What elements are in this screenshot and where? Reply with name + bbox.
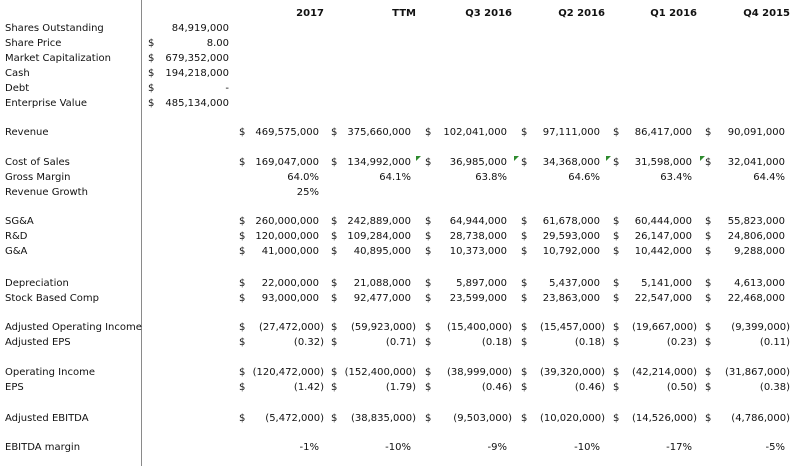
cell-value: (0.11) (759, 337, 790, 348)
dollar-sign: $ (331, 413, 338, 424)
cell-value: 242,889,000 (347, 216, 411, 227)
dollar-sign: $ (148, 68, 155, 79)
dollar-sign: $ (239, 413, 246, 424)
dollar-sign: $ (705, 337, 712, 348)
dollar-sign: $ (425, 382, 432, 393)
dollar-sign: $ (521, 382, 528, 393)
row-label: Cost of Sales (5, 157, 70, 168)
dollar-sign: $ (521, 413, 528, 424)
dollar-sign: $ (613, 337, 620, 348)
cell-value: 120,000,000 (255, 231, 319, 242)
summary-value: - (225, 83, 229, 94)
cell-value: 5,437,000 (549, 278, 600, 289)
cell-value: -10% (385, 442, 411, 453)
summary-label: Cash (5, 68, 30, 79)
dollar-sign: $ (331, 367, 338, 378)
dollar-sign: $ (425, 231, 432, 242)
dollar-sign: $ (148, 38, 155, 49)
row-label: Revenue (5, 127, 49, 138)
dollar-sign: $ (705, 231, 712, 242)
dollar-sign: $ (331, 216, 338, 227)
cell-value: (0.46) (481, 382, 512, 393)
comment-flag-icon (606, 156, 611, 161)
cell-value: (14,526,000) (631, 413, 697, 424)
cell-value: (19,667,000) (631, 322, 697, 333)
cell-value: 55,823,000 (727, 216, 785, 227)
cell-value: (31,867,000) (724, 367, 790, 378)
dollar-sign: $ (425, 413, 432, 424)
dollar-sign: $ (705, 382, 712, 393)
cell-value: 34,368,000 (542, 157, 600, 168)
summary-label: Share Price (5, 38, 62, 49)
cell-value: 169,047,000 (255, 157, 319, 168)
cell-value: (0.23) (666, 337, 697, 348)
dollar-sign: $ (425, 337, 432, 348)
dollar-sign: $ (425, 246, 432, 257)
summary-value: 679,352,000 (165, 53, 229, 64)
comment-flag-icon (514, 156, 519, 161)
column-header: Q4 2015 (743, 8, 790, 19)
dollar-sign: $ (613, 293, 620, 304)
dollar-sign: $ (239, 246, 246, 257)
dollar-sign: $ (148, 53, 155, 64)
cell-value: 64,944,000 (449, 216, 507, 227)
cell-value: 469,575,000 (255, 127, 319, 138)
dollar-sign: $ (613, 367, 620, 378)
dollar-sign: $ (331, 322, 338, 333)
column-header: Q2 2016 (558, 8, 605, 19)
dollar-sign: $ (521, 367, 528, 378)
cell-value: 41,000,000 (261, 246, 319, 257)
cell-value: 5,897,000 (456, 278, 507, 289)
cell-value: (38,999,000) (446, 367, 512, 378)
cell-value: 23,599,000 (449, 293, 507, 304)
summary-label: Debt (5, 83, 30, 94)
cell-value: (27,472,000) (258, 322, 324, 333)
summary-label: Market Capitalization (5, 53, 111, 64)
dollar-sign: $ (331, 293, 338, 304)
dollar-sign: $ (613, 413, 620, 424)
dollar-sign: $ (521, 127, 528, 138)
dollar-sign: $ (521, 337, 528, 348)
row-label: R&D (5, 231, 28, 242)
cell-value: 9,288,000 (734, 246, 785, 257)
cell-value: (120,472,000) (252, 367, 324, 378)
dollar-sign: $ (613, 246, 620, 257)
cell-value: 28,738,000 (449, 231, 507, 242)
dollar-sign: $ (613, 278, 620, 289)
dollar-sign: $ (521, 322, 528, 333)
dollar-sign: $ (148, 83, 155, 94)
dollar-sign: $ (705, 322, 712, 333)
row-label: G&A (5, 246, 28, 257)
cell-value: -1% (299, 442, 319, 453)
cell-value: 86,417,000 (634, 127, 692, 138)
cell-value: (15,457,000) (539, 322, 605, 333)
cell-value: 36,985,000 (449, 157, 507, 168)
dollar-sign: $ (613, 216, 620, 227)
dollar-sign: $ (239, 216, 246, 227)
column-header: 2017 (296, 8, 324, 19)
summary-label: Enterprise Value (5, 98, 88, 109)
dollar-sign: $ (331, 337, 338, 348)
cell-value: 109,284,000 (347, 231, 411, 242)
row-label: EPS (5, 382, 24, 393)
cell-value: (0.18) (574, 337, 605, 348)
column-header: Q1 2016 (650, 8, 697, 19)
cell-value: 64.6% (568, 172, 600, 183)
dollar-sign: $ (613, 231, 620, 242)
dollar-sign: $ (705, 413, 712, 424)
row-label: EBITDA margin (5, 442, 81, 453)
cell-value: (152,400,000) (344, 367, 416, 378)
cell-value: 60,444,000 (634, 216, 692, 227)
row-label: Revenue Growth (5, 187, 88, 198)
cell-value: (0.38) (759, 382, 790, 393)
dollar-sign: $ (613, 322, 620, 333)
row-label: Adjusted EBITDA (5, 413, 89, 424)
dollar-sign: $ (239, 127, 246, 138)
dollar-sign: $ (521, 231, 528, 242)
dollar-sign: $ (425, 278, 432, 289)
dollar-sign: $ (331, 231, 338, 242)
dollar-sign: $ (425, 322, 432, 333)
dollar-sign: $ (613, 127, 620, 138)
cell-value: 93,000,000 (261, 293, 319, 304)
dollar-sign: $ (239, 231, 246, 242)
summary-value: 84,919,000 (171, 23, 229, 34)
cell-value: 64.4% (753, 172, 785, 183)
cell-value: 29,593,000 (542, 231, 600, 242)
row-label: Adjusted EPS (5, 337, 71, 348)
dollar-sign: $ (613, 382, 620, 393)
cell-value: -10% (574, 442, 600, 453)
cell-value: 5,141,000 (641, 278, 692, 289)
row-label: SG&A (5, 216, 34, 227)
comment-flag-icon (416, 156, 421, 161)
cell-value: (0.71) (385, 337, 416, 348)
dollar-sign: $ (521, 293, 528, 304)
cell-value: 40,895,000 (353, 246, 411, 257)
cell-value: 31,598,000 (634, 157, 692, 168)
row-label: Gross Margin (5, 172, 71, 183)
dollar-sign: $ (239, 337, 246, 348)
cell-value: (0.50) (666, 382, 697, 393)
cell-value: (9,503,000) (453, 413, 512, 424)
dollar-sign: $ (239, 367, 246, 378)
dollar-sign: $ (705, 216, 712, 227)
cell-value: 92,477,000 (353, 293, 411, 304)
summary-value: 8.00 (206, 38, 229, 49)
row-label: Adjusted Operating Income (5, 322, 142, 333)
cell-value: 90,091,000 (727, 127, 785, 138)
cell-value: (0.46) (574, 382, 605, 393)
cell-value: 22,000,000 (261, 278, 319, 289)
cell-value: (5,472,000) (265, 413, 324, 424)
comment-flag-icon (700, 156, 705, 161)
dollar-sign: $ (613, 157, 620, 168)
dollar-sign: $ (521, 278, 528, 289)
dollar-sign: $ (239, 293, 246, 304)
cell-value: 61,678,000 (542, 216, 600, 227)
dollar-sign: $ (521, 157, 528, 168)
dollar-sign: $ (331, 157, 338, 168)
cell-value: 97,111,000 (542, 127, 600, 138)
dollar-sign: $ (705, 127, 712, 138)
cell-value: (39,320,000) (539, 367, 605, 378)
dollar-sign: $ (331, 382, 338, 393)
cell-value: (1.42) (293, 382, 324, 393)
column-divider (141, 0, 142, 466)
cell-value: -9% (487, 442, 507, 453)
cell-value: (15,400,000) (446, 322, 512, 333)
dollar-sign: $ (331, 278, 338, 289)
dollar-sign: $ (521, 216, 528, 227)
cell-value: 23,863,000 (542, 293, 600, 304)
dollar-sign: $ (425, 367, 432, 378)
cell-value: 10,442,000 (634, 246, 692, 257)
cell-value: 63.8% (475, 172, 507, 183)
cell-value: 375,660,000 (347, 127, 411, 138)
dollar-sign: $ (239, 322, 246, 333)
cell-value: (4,786,000) (731, 413, 790, 424)
cell-value: (1.79) (385, 382, 416, 393)
dollar-sign: $ (425, 157, 432, 168)
cell-value: (0.32) (293, 337, 324, 348)
dollar-sign: $ (425, 293, 432, 304)
column-header: Q3 2016 (465, 8, 512, 19)
dollar-sign: $ (705, 367, 712, 378)
row-label: Operating Income (5, 367, 95, 378)
cell-value: 134,992,000 (347, 157, 411, 168)
cell-value: -17% (666, 442, 692, 453)
cell-value: (0.18) (481, 337, 512, 348)
cell-value: (38,835,000) (350, 413, 416, 424)
row-label: Depreciation (5, 278, 69, 289)
dollar-sign: $ (331, 127, 338, 138)
cell-value: 21,088,000 (353, 278, 411, 289)
cell-value: 102,041,000 (443, 127, 507, 138)
dollar-sign: $ (705, 293, 712, 304)
summary-value: 485,134,000 (165, 98, 229, 109)
cell-value: 22,547,000 (634, 293, 692, 304)
cell-value: 26,147,000 (634, 231, 692, 242)
dollar-sign: $ (239, 278, 246, 289)
dollar-sign: $ (425, 127, 432, 138)
row-label: Stock Based Comp (5, 293, 99, 304)
column-header: TTM (392, 8, 416, 19)
cell-value: 10,373,000 (449, 246, 507, 257)
dollar-sign: $ (705, 246, 712, 257)
cell-value: (59,923,000) (350, 322, 416, 333)
cell-value: (9,399,000) (731, 322, 790, 333)
dollar-sign: $ (705, 157, 712, 168)
cell-value: 64.0% (287, 172, 319, 183)
cell-value: -5% (765, 442, 785, 453)
cell-value: 260,000,000 (255, 216, 319, 227)
cell-value: 24,806,000 (727, 231, 785, 242)
dollar-sign: $ (148, 98, 155, 109)
dollar-sign: $ (705, 278, 712, 289)
dollar-sign: $ (239, 157, 246, 168)
summary-label: Shares Outstanding (5, 23, 104, 34)
cell-value: 4,613,000 (734, 278, 785, 289)
cell-value: 22,468,000 (727, 293, 785, 304)
dollar-sign: $ (425, 216, 432, 227)
cell-value: 32,041,000 (727, 157, 785, 168)
cell-value: 10,792,000 (542, 246, 600, 257)
dollar-sign: $ (521, 246, 528, 257)
cell-value: 25% (296, 187, 319, 198)
dollar-sign: $ (331, 246, 338, 257)
cell-value: 63.4% (660, 172, 692, 183)
cell-value: (42,214,000) (631, 367, 697, 378)
summary-value: 194,218,000 (165, 68, 229, 79)
cell-value: 64.1% (379, 172, 411, 183)
cell-value: (10,020,000) (539, 413, 605, 424)
dollar-sign: $ (239, 382, 246, 393)
